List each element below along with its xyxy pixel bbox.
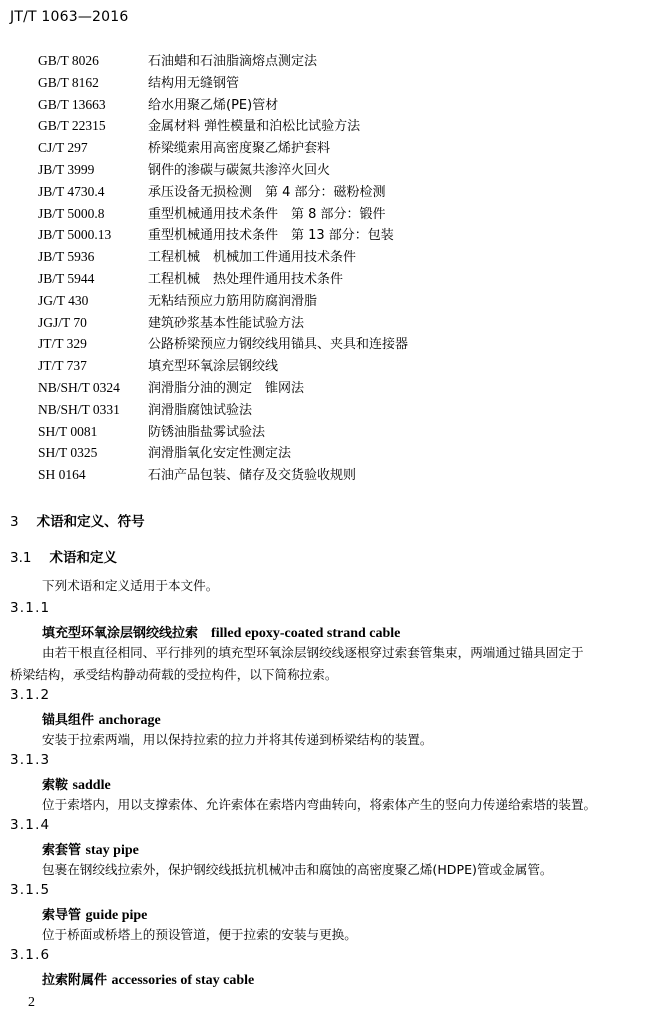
reference-title: 承压设备无损检测 第 4 部分：磁粉检测: [148, 184, 386, 200]
reference-row: [38, 268, 408, 290]
reference-title: 金属材料 弹性模量和泊松比试验方法: [148, 119, 361, 135]
reference-title: 重型机械通用技术条件 第 13 部分：包装: [148, 228, 394, 244]
term-english: accessories of stay cable: [111, 973, 255, 988]
term-definition: 安装于拉索两端，用以保持拉索的拉力并将其传递到桥梁结构的装置。: [42, 732, 433, 747]
reference-row: [38, 442, 408, 464]
reference-row: [38, 290, 408, 312]
reference-code: JB/T 4730.4: [38, 183, 105, 199]
reference-code: JB/T 5000.8: [38, 205, 105, 221]
term-title: [42, 709, 161, 729]
reference-code: JGJ/T 70: [38, 314, 87, 330]
reference-row: [38, 224, 408, 246]
reference-code: JB/T 3999: [38, 161, 95, 177]
term-number: 3.1.5: [10, 882, 51, 898]
term-title: [42, 774, 111, 794]
term-definition: 位于索塔内，用以支撑索体、允许索体在索塔内弯曲转向，将索体产生的竖向力传递给索塔的装置。: [42, 797, 597, 812]
reference-row: [38, 203, 408, 225]
normative-references-list: [38, 50, 408, 486]
reference-code: GB/T 8026: [38, 53, 99, 68]
reference-row: [38, 246, 408, 268]
reference-title: 石油蜡和石油脂滴熔点测定法: [148, 54, 318, 69]
section-title: 术语和定义、符号: [36, 514, 145, 530]
section-title: 术语和定义: [49, 550, 117, 566]
term-definition: 包裹在钢绞线拉索外，保护钢绞线抵抗机械冲击和腐蚀的高密度聚乙烯(HDPE)管或金属管。: [42, 862, 553, 877]
standard-code-header: JT/T 1063—2016: [10, 9, 129, 25]
reference-row: [38, 355, 408, 377]
reference-code: JB/T 5944: [38, 270, 95, 286]
section-3-1-heading: [10, 546, 117, 566]
section-number: 3: [10, 514, 19, 530]
reference-row: [38, 94, 408, 116]
reference-row: [38, 421, 408, 443]
reference-code: SH 0164: [38, 467, 86, 483]
section-number: 3.1: [10, 550, 32, 566]
reference-row: [38, 181, 408, 203]
reference-code: GB/T 22315: [38, 118, 106, 134]
reference-title: 公路桥梁预应力钢绞线用锚具、夹具和连接器: [148, 337, 409, 353]
reference-title: 桥梁缆索用高密度聚乙烯护套料: [148, 141, 331, 157]
reference-code: JT/T 737: [38, 358, 87, 374]
reference-title: 结构用无缝钢管: [148, 75, 240, 91]
term-english: anchorage: [98, 713, 161, 728]
reference-title: 钢件的渗碳与碳氮共渗淬火回火: [148, 162, 331, 178]
term-english: filled epoxy-coated strand cable: [211, 626, 401, 641]
term-title: [42, 622, 400, 642]
term-definition-continued: 桥梁结构，承受结构静动荷载的受拉构件，以下简称拉索。: [10, 667, 338, 682]
reference-title: 填充型环氧涂层钢绞线: [148, 359, 279, 375]
reference-title: 防锈油脂盐雾试验法: [148, 424, 266, 440]
reference-title: 润滑脂分油的测定 锥网法: [148, 380, 305, 396]
section-3-heading: [10, 510, 145, 530]
reference-title: 润滑脂腐蚀试验法: [148, 402, 253, 418]
reference-code: JG/T 430: [38, 292, 89, 308]
reference-title: 工程机械 机械加工件通用技术条件: [148, 250, 357, 266]
reference-row: [38, 50, 408, 72]
reference-title: 给水用聚乙烯(PE)管材: [148, 97, 279, 113]
reference-row: [38, 137, 408, 159]
reference-title: 重型机械通用技术条件 第 8 部分：锻件: [148, 206, 386, 222]
term-title: [42, 839, 139, 859]
reference-row: [38, 464, 408, 486]
reference-title: 建筑砂浆基本性能试验方法: [148, 315, 305, 331]
term-english: stay pipe: [85, 843, 139, 858]
term-chinese: 索鞍: [42, 778, 69, 793]
term-number: 3.1.2: [10, 687, 51, 703]
reference-code: SH/T 0325: [38, 445, 98, 461]
term-number: 3.1.3: [10, 752, 51, 768]
reference-code: NB/SH/T 0331: [38, 401, 120, 417]
reference-row: [38, 159, 408, 181]
reference-code: GB/T 8162: [38, 74, 99, 90]
reference-code: JT/T 329: [38, 336, 87, 352]
reference-row: [38, 115, 408, 137]
reference-row: [38, 312, 408, 334]
term-chinese: 拉索附属件: [42, 973, 108, 988]
reference-title: 无粘结预应力筋用防腐润滑脂: [148, 293, 318, 309]
reference-row: [38, 399, 408, 421]
term-definition: 由若干根直径相同、平行排列的填充型环氧涂层钢绞线逐根穿过索套管集束，两端通过锚具固定于: [42, 645, 584, 660]
reference-title: 石油产品包装、储存及交货验收规则: [148, 468, 357, 484]
reference-code: CJ/T 297: [38, 140, 88, 156]
term-title: [42, 904, 147, 924]
reference-row: [38, 333, 408, 355]
reference-code: GB/T 13663: [38, 96, 106, 112]
term-number: 3.1.4: [10, 817, 51, 833]
term-number: 3.1.1: [10, 600, 51, 616]
reference-code: JB/T 5000.13: [38, 227, 112, 243]
reference-title: 工程机械 热处理件通用技术条件: [148, 271, 344, 287]
term-chinese: 锚具组件: [42, 713, 95, 728]
reference-code: JB/T 5936: [38, 249, 95, 265]
term-chinese: 索导管: [42, 908, 82, 923]
reference-row: [38, 377, 408, 399]
reference-code: NB/SH/T 0324: [38, 379, 120, 395]
term-english: guide pipe: [85, 908, 148, 923]
term-definition: 位于桥面或桥塔上的预设管道，便于拉索的安装与更换。: [42, 927, 357, 942]
term-english: saddle: [72, 778, 111, 793]
term-chinese: 索套管: [42, 843, 82, 858]
reference-row: [38, 72, 408, 94]
reference-title: 润滑脂氧化安定性测定法: [148, 446, 292, 462]
reference-code: SH/T 0081: [38, 423, 98, 439]
page-number: 2: [28, 995, 35, 1010]
term-chinese: 填充型环氧涂层钢绞线拉索: [42, 626, 199, 641]
section-intro: 下列术语和定义适用于本文件。: [42, 578, 219, 593]
term-number: 3.1.6: [10, 947, 51, 963]
term-title: [42, 969, 254, 989]
